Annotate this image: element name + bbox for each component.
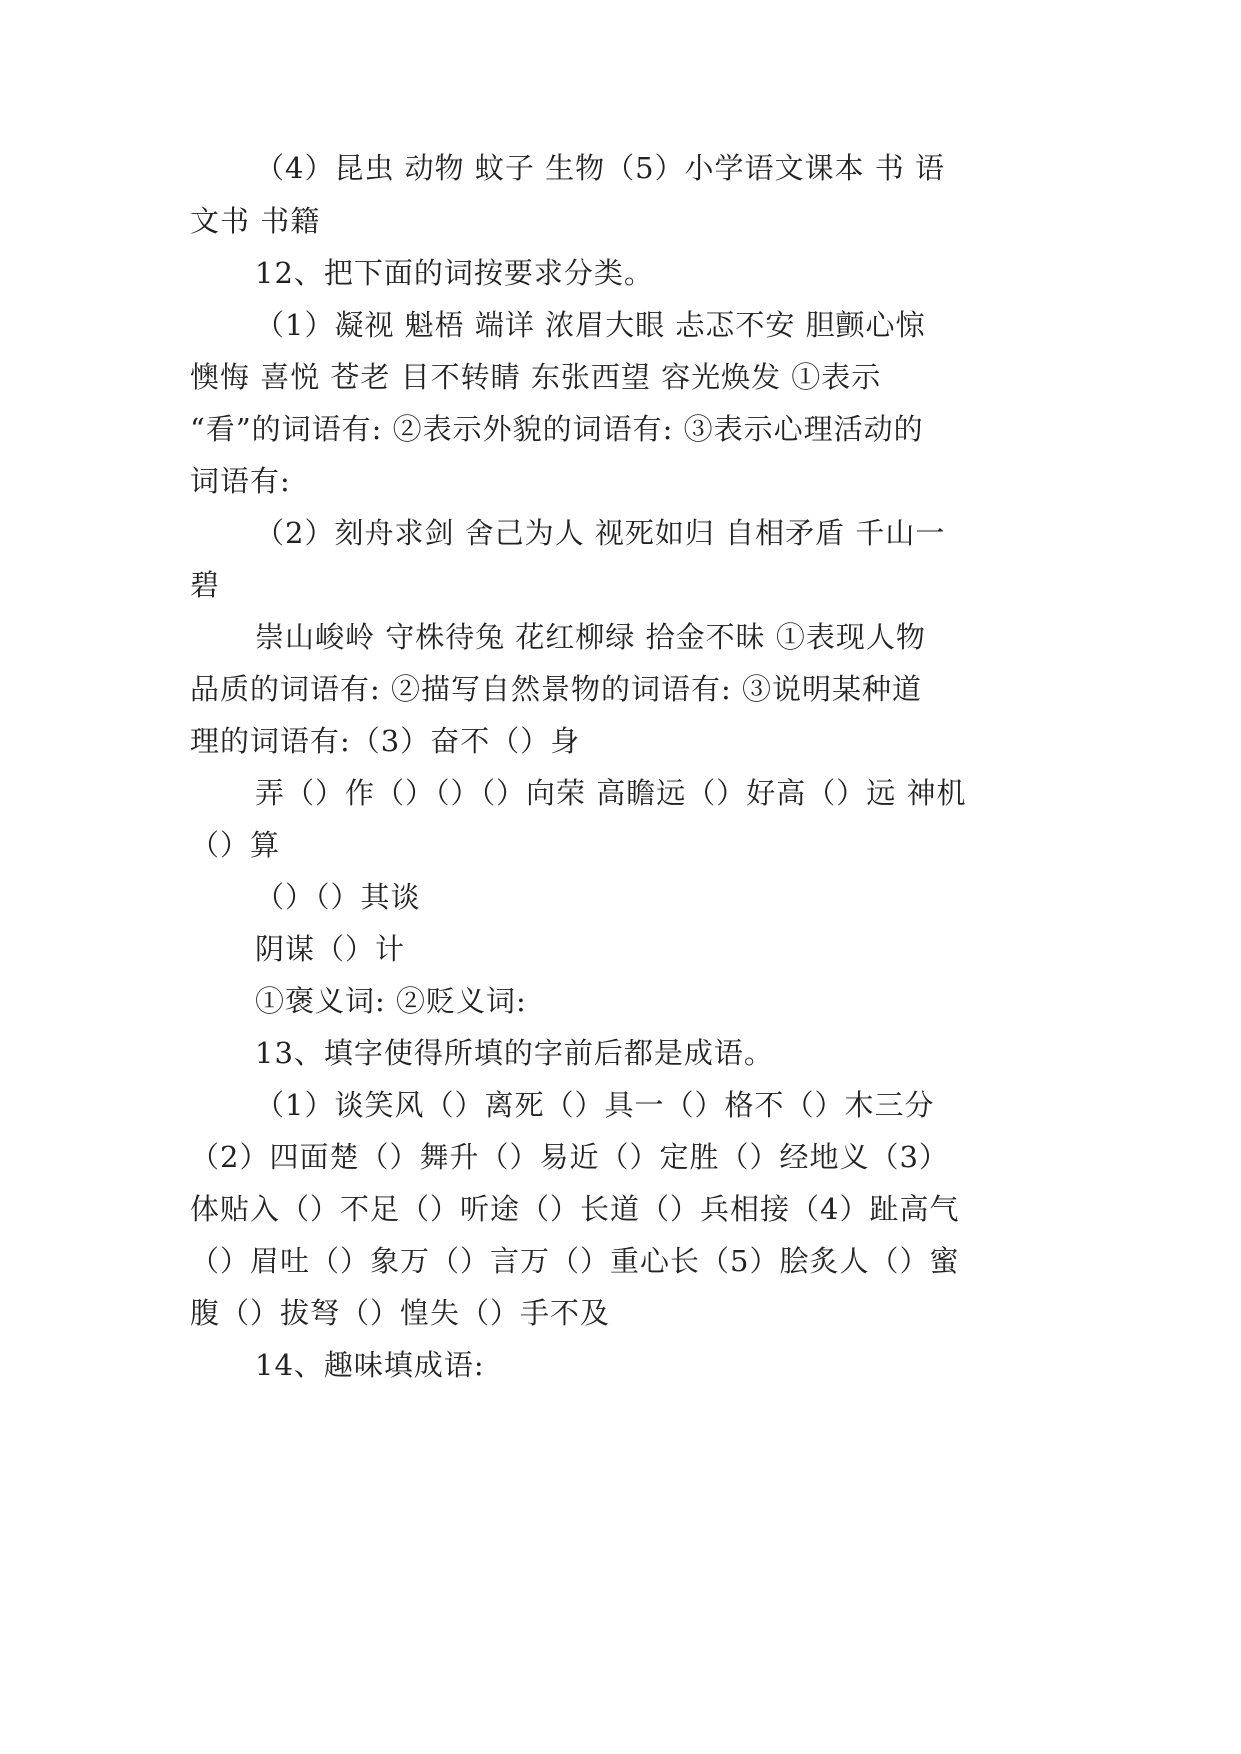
text-line: ①褒义词: ②贬义词:: [255, 984, 527, 1018]
text-line: （）算: [190, 828, 281, 862]
text-line: “看”的词语有: ②表示外貌的词语有: ③表示心理活动的: [190, 412, 924, 446]
text-line: 崇山峻岭 守株待兔 花红柳绿 拾金不昧 ①表现人物: [255, 620, 926, 654]
question-heading: 14、趣味填成语:: [255, 1348, 485, 1382]
text-line: （4）昆虫 动物 蚊子 生物（5）小学语文课本 书 语: [255, 151, 945, 185]
text-line: 腹（）拔弩（）惶失（）手不及: [190, 1296, 611, 1330]
text-line: 懊悔 喜悦 苍老 目不转睛 东张西望 容光焕发 ①表示: [190, 360, 882, 394]
text-line: （2）四面楚（）舞升（）易近（）定胜（）经地义（3）: [190, 1140, 949, 1174]
text-line: 文书 书籍: [190, 204, 321, 238]
text-line: （2）刻舟求剑 舍己为人 视死如归 自相矛盾 千山一: [255, 516, 946, 550]
text-line: （）（）其谈: [255, 880, 421, 914]
text-line: 理的词语有:（3）奋不（）身: [190, 724, 581, 758]
text-line: 词语有:: [190, 464, 291, 498]
text-line: （1）谈笑风（）离死（）具一（）格不（）木三分: [255, 1088, 935, 1122]
question-heading: 12、把下面的词按要求分类。: [255, 256, 654, 290]
text-line: （1）凝视 魁梧 端详 浓眉大眼 忐忑不安 胆颤心惊: [255, 308, 926, 342]
text-line: 品质的词语有: ②描写自然景物的词语有: ③说明某种道: [190, 672, 922, 706]
text-line: 碧: [190, 568, 221, 602]
text-line: （）眉吐（）象万（）言万（）重心长（5）脍炙人（）蜜: [190, 1244, 960, 1278]
text-line: 弄（）作（）（）（）向荣 高瞻远（）好高（）远 神机: [255, 776, 967, 810]
question-heading: 13、填字使得所填的字前后都是成语。: [255, 1036, 774, 1070]
text-line: 体贴入（）不足（）听途（）长道（）兵相接（4）趾高气: [190, 1192, 960, 1226]
text-line: 阴谋（）计: [255, 932, 406, 966]
